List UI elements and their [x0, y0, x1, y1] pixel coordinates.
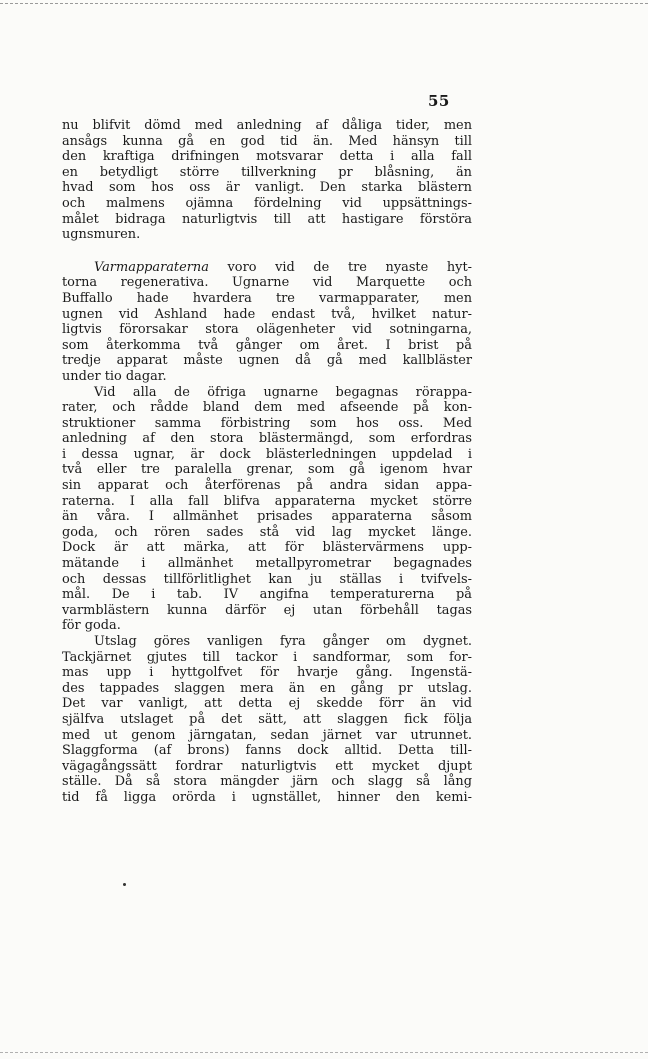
text-line: och malmens ojämna fördelning vid uppsättnings- — [62, 195, 472, 211]
text-line: med ut genom järngatan, sedan järnet var utrunnet. — [62, 727, 472, 743]
page-number: 55 — [428, 92, 450, 110]
text-line: ugnen vid Ashland hade endast två, hvilket natur- — [62, 306, 472, 322]
text-line: Det var vanligt, att detta ej skedde förr än vid — [62, 696, 472, 712]
text-line — [62, 260, 472, 276]
text-line: för goda. — [62, 618, 121, 634]
text-line: raterna. I alla fall blifva apparaterna mycket större — [62, 493, 472, 509]
paragraph-4 — [62, 634, 472, 806]
top-edge-rule — [0, 3, 648, 4]
text-line: hvad som hos oss är vanligt. Den starka blästern — [62, 180, 472, 196]
text-line: mas upp i hyttgolfvet för hvarje gång. Ingenstä- — [62, 665, 472, 681]
text-line: des tappades slaggen mera än en gång pr utslag. — [62, 680, 472, 696]
text-line: Buffallo hade hvardera tre varmapparater, men — [62, 290, 472, 306]
text-line: som återkomma två gånger om året. I brist på — [62, 337, 472, 353]
text-line: rater, och rådde bland dem med afseende på kon- — [62, 400, 472, 416]
italic-lead-term: Varmapparaterna — [94, 259, 209, 275]
text-line: Tackjärnet gjutes till tackor i sandformar, som for- — [62, 649, 472, 665]
text-line: i dessa ugnar, är dock blästerledningen uppdelad i — [62, 446, 472, 462]
ink-speck — [123, 883, 126, 886]
text-line: struktioner samma förbistring som hos oss. Med — [62, 415, 472, 431]
text-line: nu blifvit dömd med anledning af dåliga tider, men — [62, 118, 472, 133]
body-text — [62, 118, 472, 806]
text-run: voro vid de tre nyaste hyt- — [208, 259, 472, 275]
text-line: ansågs kunna gå en god tid än. Med hänsyn till — [62, 133, 472, 149]
paragraph-3 — [62, 385, 472, 635]
text-line: Dock är att märka, att för blästervärmens upp- — [62, 540, 472, 556]
text-line: själfva utslaget på det sätt, att slaggen fick följa — [62, 711, 472, 727]
text-line: anledning af den stora blästermängd, som erfordras — [62, 431, 472, 447]
text-line: ligtvis förorsakar stora olägenheter vid sotningarna, — [62, 322, 472, 338]
text-line: Utslag göres vanligen fyra gånger om dygnet. — [94, 634, 472, 649]
text-line: och dessas tillförlitlighet kan ju ställas i tvifvels- — [62, 571, 472, 587]
text-line: en betydligt större tillverkning pr blåsning, än — [62, 164, 472, 180]
text-line: den kraftiga drifningen motsvarar detta i alla fall — [62, 149, 472, 165]
text-line: tredje apparat måste ugnen då gå med kallbläster — [62, 353, 472, 369]
paragraph-1 — [62, 118, 472, 243]
text-line: torna regenerativa. Ugnarne vid Marquette och — [62, 275, 472, 291]
text-line: ställe. Då så stora mängder järn och slagg så lång — [62, 774, 472, 790]
text-line: Slaggforma (af brons) fanns dock alltid. Detta till- — [62, 743, 472, 759]
text-line: mätande i allmänhet metallpyrometrar begagnades — [62, 556, 472, 572]
paragraph-gap — [62, 243, 472, 260]
text-line: tid få ligga orörda i ugnstället, hinner den kemi- — [62, 789, 472, 805]
text-line: två eller tre paralella grenar, som gå igenom hvar — [62, 462, 472, 478]
text-line: än våra. I allmänhet prisades apparaterna såsom — [62, 509, 472, 525]
paragraph-2 — [62, 260, 472, 385]
text-line: ugnsmuren. — [62, 227, 141, 243]
text-line: vägagångssätt fordrar naturligtvis ett mycket djupt — [62, 758, 472, 774]
text-line: goda, och rören sades stå vid lag mycket länge. — [62, 524, 472, 540]
bottom-edge-rule — [0, 1052, 648, 1053]
text-line: varmblästern kunna därför ej utan förbehåll tagas — [62, 602, 472, 618]
text-line: mål. De i tab. IV angifna temperaturerna på — [62, 587, 472, 603]
text-line: Vid alla de öfriga ugnarne begagnas rörappa- — [94, 384, 472, 400]
text-line: målet bidraga naturligtvis till att hastigare förstöra — [62, 211, 472, 227]
text-line: sin apparat och återförenas på andra sidan appa- — [62, 478, 472, 494]
text-line: under tio dagar. — [62, 368, 167, 384]
